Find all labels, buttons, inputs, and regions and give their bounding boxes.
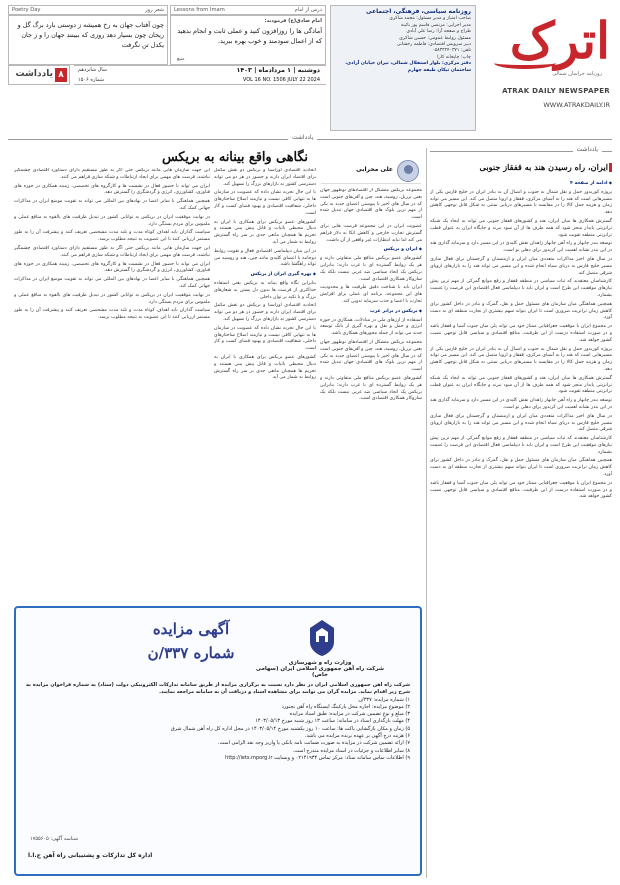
ad-footer: اداره کل تدارکات و پشتیبانی راه آهن ج.ا.ا: [28, 852, 153, 859]
article-paragraph: در مجموع ایران با موقعیت جغرافیایی ممتاز خود می تواند پلی میان جنوب آسیا و قفقاز باشد و در صورت استفاده درست از این ظرفیت، منافع اقتصادی و سیاسی قابل توجهی نصیب کشور خواهد شد.: [430, 324, 612, 343]
lessons-tag-en: Lessons from Imam: [174, 7, 225, 13]
editorial-paragraph: این جهت سازمان هایی مانند بریکس حتی اگر به طور مستقیم دارای دستاورد اقتصادی چشمگیر نباشند، فرصت های مهمی برای ایجاد ارتباطات و شبکه سازی فراهم می کنند.: [14, 245, 210, 258]
editorial-paragraph: همچنین هماهنگی با سایر اعضا در نهادهای بین المللی می تواند به تقویت موضع ایران در مذاکرات جهانی کمک کند.: [14, 277, 210, 289]
editorial-paragraph: در نهایت موفقیت ایران در بریکس به توانایی کشور در تبدیل ظرفیت های بالقوه به منافع عملی و ملموس برای مردم بستگی دارد.: [14, 214, 210, 227]
ad-item: ۷) ارائه تضمین شرکت در مزایده به صورت ضمانت نامه بانکی یا واریز وجه نقد الزامی است.: [217, 740, 410, 747]
ad-organization: [250, 660, 390, 678]
newspaper-logo[interactable]: [480, 9, 612, 131]
article-paragraph: کارشناسان معتقدند که ثبات سیاسی در منطقه قفقاز و رفع موانع گمرکی از مهم ترین پیش نیازهای موفقیت این طرح است و ایران باید با دیپلماسی فعال اقتصادی این فرصت را غنیمت بشمارد.: [430, 279, 612, 298]
auction-ad[interactable]: [14, 606, 422, 876]
ad-item: ۱) شماره مزایده: ۳۳۷/ن: [358, 696, 410, 703]
article-paragraph: کارشناسان معتقدند که ثبات سیاسی در منطقه قفقاز و رفع موانع گمرکی از مهم ترین پیش نیازهای موفقیت این طرح است و ایران باید با دیپلماسی فعال اقتصادی این فرصت را غنیمت بشمارد.: [430, 436, 612, 455]
ad-org-line: شرکت راه آهن جمهوری اسلامی ایران (سهامی خاص): [255, 666, 385, 678]
editorial-column-2: [214, 168, 316, 598]
editorial-paragraph: استفاده از ارزهای ملی در مبادلات، همکاری در حوزه انرژی و حمل و نقل و بهره گیری از بانک توسعه جدید می تواند از جمله محورهای همکاری باشد.: [320, 317, 422, 337]
ad-intro: شرکت راه آهن جمهوری اسلامی ایران در نظر دارد نسبت به برگزاری مزایده از طریق سامانه تدارکات الکترونیکی دولت (ستاد) به شماره فراخوان مزایده به شرح زیر اقدام نماید. مزایده گران می توانند برای مشاهده اسناد و دریافت آن به سامانه مراجعه نمایند.: [26, 682, 410, 696]
editorial-paragraph: ایران می تواند با حضور فعال در نشست ها و کارگروه های تخصصی، زمینه همکاری در حوزه های فناوری، کشاورزی، انرژی و گردشگری را گسترش دهد.: [14, 183, 210, 196]
article-paragraph: گسترش همکاری ها میان ایران، هند و کشورهای قفقاز جنوبی می تواند به ایجاد یک شبکه ترانزیتی پایدار منجر شود که همه طرف ها از آن سود ببرند و جایگاه ایران به عنوان قطب ترانزیتی منطقه تقویت شود.: [430, 375, 612, 395]
staff-line: طراح و صفحه آرا: رضا علی آبادی: [406, 29, 471, 35]
right-article-divider: [430, 146, 612, 156]
quote-text: آمادگی ها را روزافزون کنید و عملی ثابت و انجام بدهید که از اعمال سودمند و خوب بهره ببرید.: [177, 27, 322, 45]
editorial-column-3: [14, 168, 210, 598]
editorial-paragraph: با این حال تجربه نشان داده که عضویت در سازمان ها به تنهایی کافی نیست و نیازمند اصلاح ساختارهای داخلی، شفافیت اقتصادی و بهبود فضای کسب و کار است.: [214, 190, 316, 216]
issue-number: شماره ۱۵۰۶: [78, 77, 104, 83]
staff-address: دفتر مرکزی: بلوار استقلال شمالی، تیران خیابان آزادی، ساختمان تیکان طبقه چهارم: [345, 61, 471, 73]
editorial-paragraph: مجموعه بریکس متشکل از اقتصادهای نوظهور جهان یعنی برزیل، روسیه، هند، چین و آفریقای جنوبی است که در سال های اخیر با پیوستن اعضای جدید به یکی از مهم ترین بلوک های اقتصادی جهان تبدیل شده است.: [320, 188, 422, 221]
ad-item: ۲) موضوع مزایده: اجاره محل پارکینگ ایستگاه راه آهن بجنورد: [281, 703, 410, 710]
ad-item: ۳) مبلغ و نوع تضمین شرکت در مزایده: طبق اسناد مزایده: [289, 711, 410, 718]
column-rule: [426, 148, 427, 878]
info-grid: [8, 5, 326, 131]
article-paragraph: پروژه کوریدور حمل و نقل شمال به جنوب و اتصال آن به بنادر ایران در خلیج فارس یکی از مسیرهایی است که هند را به آسیای مرکزی، قفقاز و اروپا متصل می کند. این مسیر می تواند زمان و هزینه حمل کالا را در مقایسه با مسیرهای دریایی سنتی به شکل قابل توجهی کاهش دهد.: [430, 346, 612, 372]
page-number: ۸: [55, 68, 67, 82]
section-box: [8, 65, 70, 85]
right-article-lead: ◆ ادامه از صفحه ۴: [430, 180, 612, 188]
editorial-paragraph: اتحادیه اقتصادی اوراسیا و بریکس دو نقش مکمل برای اقتصاد ایران دارند و حضور در هر دو می تواند دسترسی کشور به بازارهای بزرگ را تسهیل کند.: [214, 303, 316, 322]
logo-text: اترک: [509, 11, 610, 70]
author-name: علی محرابی: [356, 166, 393, 173]
editorial-paragraph: مجموعه بریکس متشکل از اقتصادهای نوظهور جهان یعنی برزیل، روسیه، هند، چین و آفریقای جنوبی است که در سال های اخیر با پیوستن اعضای جدید به یکی از مهم ترین بلوک های اقتصادی جهان تبدیل شده است.: [320, 339, 422, 373]
ad-stamp: شناسه آگهی: ۱۷۵۵۶۰۵: [30, 836, 79, 842]
railway-emblem-icon: [306, 618, 338, 658]
ad-item: ۵) زمان و مکان بازگشایی پاکت ها: ساعت ۱۰ روز یکشنبه مورخ ۱۴۰۳/۰۵/۱۴ در محل اداره کل راه آهن شمال شرق: [170, 725, 410, 732]
right-article-body: [430, 180, 612, 876]
ad-body: [26, 682, 410, 842]
editorial-subhead: ◆ بهره گیری ایران از بریکس: [214, 271, 316, 279]
date-en: VOL 16 NO. 1506 JULY 22 2024: [242, 77, 320, 83]
article-paragraph: همچنین هماهنگی میان سازمان های مسئول حمل و نقل، گمرک و بنادر در داخل کشور برای کاهش زمان ترانزیت ضروری است تا ایران بتواند سهم بیشتری از تجارت منطقه ای به دست آورد.: [430, 458, 612, 478]
logo-swoosh: [494, 57, 556, 69]
staff-line: چاپ: چاپخانه کارا: [437, 54, 471, 60]
poetry-tag-en: Poetry Day: [12, 7, 41, 13]
article-paragraph: در سال های اخیر مذاکرات متعددی میان ایران و ارمنستان و گرجستان برای فعال سازی مسیر خلیج فارس به دریای سیاه انجام شده و این مسیر می تواند هند را به بازارهای اروپای شرقی متصل کند.: [430, 256, 612, 276]
quote-box: [170, 15, 326, 65]
poetry-tag-bar: [8, 5, 168, 15]
editorial-column-1: [320, 188, 422, 598]
right-divider-label: یادداشت: [573, 146, 602, 153]
editorial-paragraph: در نهایت موفقیت ایران در بریکس به توانایی کشور در تبدیل ظرفیت های بالقوه به منافع عملی و ملموس برای مردم بستگی دارد.: [14, 292, 210, 305]
article-paragraph: توسعه بندر چابهار و راه آهن چابهار زاهدان نقش کلیدی در این مسیر دارد و سرمایه گذاری هند در این بندر نشانه اهمیت این کریدور برای دهلی نو است.: [430, 398, 612, 410]
poetry-text: چون آفتاب جهان به رخ همیشه ز دوستی بارد برگ گل و ریحان چون بسیار دهد روزی که ببینند جهان را و ز جان یکدل تن نگرفت: [17, 21, 164, 49]
lessons-tag-fa: درس از امام: [294, 7, 322, 13]
editorial-paragraph: سیاست گذاران باید اهداف کوتاه مدت و بلند مدت مشخصی تعریف کنند و پیشرفت آن را به طور مستمر ارزیابی کنند تا این عضویت به نتیجه مطلوب برسد.: [14, 308, 210, 321]
editorial-paragraph: این جهت سازمان هایی مانند بریکس حتی اگر به طور مستقیم دارای دستاورد اقتصادی چشمگیر نباشند، فرصت های مهمی برای ایجاد ارتباطات و شبکه سازی فراهم می کنند.: [14, 168, 210, 180]
editorial-paragraph: کشورهای عضو بریکس منافع ملی متفاوتی دارند و هر یک روابط گسترده ای با غرب دارند؛ بنابراین بریکس یک اتحاد سیاسی ضد غربی نیست بلکه یک سازوکار همکاری اقتصادی است.: [320, 256, 422, 282]
quote-intro: امام صادق(ع) فرمودند:: [264, 18, 322, 24]
logo-subtitle: روزنامه خراسان شمالی: [552, 71, 602, 77]
staff-title: روزنامه سیاسی، فرهنگی، اجتماعی: [366, 8, 471, 15]
article-paragraph: در سال های اخیر مذاکرات متعددی میان ایران و ارمنستان و گرجستان برای فعال سازی مسیر خلیج فارس به دریای سیاه انجام شده و این مسیر می تواند هند را به بازارهای اروپای شرقی متصل کند.: [430, 413, 612, 433]
article-paragraph: در مجموع ایران با موقعیت جغرافیایی ممتاز خود می تواند پلی میان جنوب آسیا و قفقاز باشد و در صورت استفاده درست از این ظرفیت، منافع اقتصادی و سیاسی قابل توجهی نصیب کشور خواهد شد.: [430, 480, 612, 500]
author-box: [321, 158, 421, 184]
date-fa: دوشنبه | ۱ مردادماه | ۱۴۰۳: [236, 67, 320, 74]
ad-item: ۴) مهلت بارگذاری اسناد در سامانه: ساعت ۱۳ روز شنبه مورخ ۱۴۰۳/۰۵/۱۳: [255, 718, 410, 725]
poetry-tag-fa: شعر روز: [145, 7, 164, 13]
editorial-subhead: ◆ ایران و بریکس: [320, 246, 422, 254]
editorial-paragraph: در این میان دیپلماسی اقتصادی فعال و تقویت روابط دوجانبه با اعضای کلیدی مانند چین، هند و روسیه می تواند راهگشا باشد.: [214, 248, 316, 268]
editorial-paragraph: بنابراین نگاه واقع بینانه به بریکس یعنی استفاده حداکثری از فرصت ها بدون دل بستن به شعارهای بزرگ و با تکیه بر توان داخلی.: [214, 280, 316, 300]
staff-line: دبیر سرویس اقتصادی: فاطمه رخشانی: [396, 42, 471, 48]
editorial-subhead: ◆ بریکس در برابر غرب: [320, 308, 422, 316]
masthead: [8, 5, 612, 131]
staff-line: مدیر اجرایی: مرتضی قاسم پور بائینه: [400, 22, 471, 28]
editorial-paragraph: اتحادیه اقتصادی اوراسیا و بریکس دو نقش مکمل برای اقتصاد ایران دارند و حضور در هر دو می تواند دسترسی کشور به بازارهای بزرگ را تسهیل کند.: [214, 168, 316, 187]
article-paragraph: پروژه کوریدور حمل و نقل شمال به جنوب و اتصال آن به بنادر ایران در خلیج فارس یکی از مسیرهایی است که هند را به آسیای مرکزی، قفقاز و اروپا متصل می کند. این مسیر می تواند زمان و هزینه حمل کالا را در مقایسه با مسیرهای دریایی سنتی به شکل قابل توجهی کاهش دهد.: [430, 189, 612, 216]
article-paragraph: گسترش همکاری ها میان ایران، هند و کشورهای قفقاز جنوبی می تواند به ایجاد یک شبکه ترانزیتی پایدار منجر شود که همه طرف ها از آن سود ببرند و جایگاه ایران به عنوان قطب ترانزیتی منطقه تقویت شود.: [430, 218, 612, 238]
poetry-box: [8, 15, 168, 65]
quote-source: منبع: [177, 57, 185, 62]
editorial-paragraph: ایران باید با شناخت دقیق ظرفیت ها و محدودیت های این مجموعه، برنامه ای عملی برای افزایش تجارت با اعضا و جذب سرمایه تدوین کند.: [320, 285, 422, 304]
editorial-paragraph: کشورهای عضو بریکس منافع ملی متفاوتی دارند و هر یک روابط گسترده ای با غرب دارند؛ بنابراین بریکس یک اتحاد سیاسی ضد غربی نیست بلکه یک سازوکار همکاری اقتصادی است.: [320, 375, 422, 402]
editorial-paragraph: کشورهای عضو بریکس برای همکاری با ایران به دنبال محیطی باثبات و قابل پیش بینی هستند و تحریم ها همچنان مانعی جدی بر سر راه گسترش روابط به شمار می آید.: [214, 219, 316, 245]
author-avatar-icon: [397, 160, 419, 182]
section-name: یادداشت: [15, 69, 53, 79]
ad-item[interactable]: ۹) اطلاعات تماس سامانه ستاد: مرکز تماس ۰۲۱۴۱۹۳۴ و وبسایت http://iets.mporg.ir: [225, 754, 410, 761]
editorial-paragraph: سیاست گذاران باید اهداف کوتاه مدت و بلند مدت مشخصی تعریف کنند و پیشرفت آن را به طور مستمر ارزیابی کنند تا این عضویت به نتیجه مطلوب برسد.: [14, 230, 210, 243]
lessons-tag-bar: [170, 5, 326, 15]
ad-number: شماره ۳۳۷/ن: [147, 644, 235, 662]
staff-line: مسئول روابط عمومی: حسین شاکری: [399, 35, 471, 41]
ad-org-line: وزارت راه و شهرسازی: [288, 660, 352, 666]
editorial-paragraph: ایران می تواند با حضور فعال در نشست ها و کارگروه های تخصصی، زمینه همکاری در حوزه های فناوری، کشاورزی، انرژی و گردشگری را گسترش دهد.: [14, 261, 210, 274]
section-divider: [8, 134, 612, 144]
editorial-paragraph: عضویت ایران در این مجموعه فرصت هایی برای گسترش تجارت خارجی و کاهش اتکا به دلار فراهم می کند اما نباید انتظارات غیر واقعی از آن داشت.: [320, 223, 422, 243]
article-paragraph: همچنین هماهنگی میان سازمان های مسئول حمل و نقل، گمرک و بنادر در داخل کشور برای کاهش زمان ترانزیت ضروری است تا ایران بتواند سهم بیشتری از تجارت منطقه ای به دست آورد.: [430, 301, 612, 321]
date-strip: [74, 65, 326, 85]
ad-title: آگهی مزایده: [152, 620, 230, 638]
editorial-paragraph: همچنین هماهنگی با سایر اعضا در نهادهای بین المللی می تواند به تقویت موضع ایران در مذاکرات جهانی کمک کند.: [14, 199, 210, 211]
right-article-title: ایران، راه رسیدن هند به قفقاز جنوبی: [430, 162, 608, 172]
divider-label: یادداشت: [288, 134, 317, 141]
editorial-title: نگاهی واقع بینانه به بریکس: [161, 150, 308, 165]
paper-url[interactable]: WWW.ATRAKDAILY.IR: [543, 101, 610, 109]
article-paragraph: توسعه بندر چابهار و راه آهن چابهار زاهدان نقش کلیدی در این مسیر دارد و سرمایه گذاری هند در این بندر نشانه اهمیت این کریدور برای دهلی نو است.: [430, 241, 612, 254]
editorial-paragraph: با این حال تجربه نشان داده که عضویت در سازمان ها به تنهایی کافی نیست و نیازمند اصلاح ساختارهای داخلی، شفافیت اقتصادی و بهبود فضای کسب و کار است.: [214, 325, 316, 352]
issue-year: سال شانزدهم: [78, 67, 107, 73]
ad-item: ۶) هزینه درج آگهی بر عهده برنده مزایده می باشد.: [304, 733, 410, 740]
ad-item: ۸) سایر اطلاعات و جزئیات در اسناد مزایده مندرج است.: [292, 747, 410, 754]
staff-line: تلفن: ۰۵۸۳۲۲۴۰۳۷۱: [432, 48, 471, 54]
paper-name-en: ATRAK DAILY NEWSPAPER: [502, 87, 610, 95]
staff-line: صاحب امتیاز و مدیر مسئول: محمد شاکری: [389, 16, 471, 22]
editorial-paragraph: کشورهای عضو بریکس برای همکاری با ایران به دنبال محیطی باثبات و قابل پیش بینی هستند و تحریم ها همچنان مانعی جدی بر سر راه گسترش روابط به شمار می آید.: [214, 354, 316, 381]
staff-box: [330, 5, 476, 131]
